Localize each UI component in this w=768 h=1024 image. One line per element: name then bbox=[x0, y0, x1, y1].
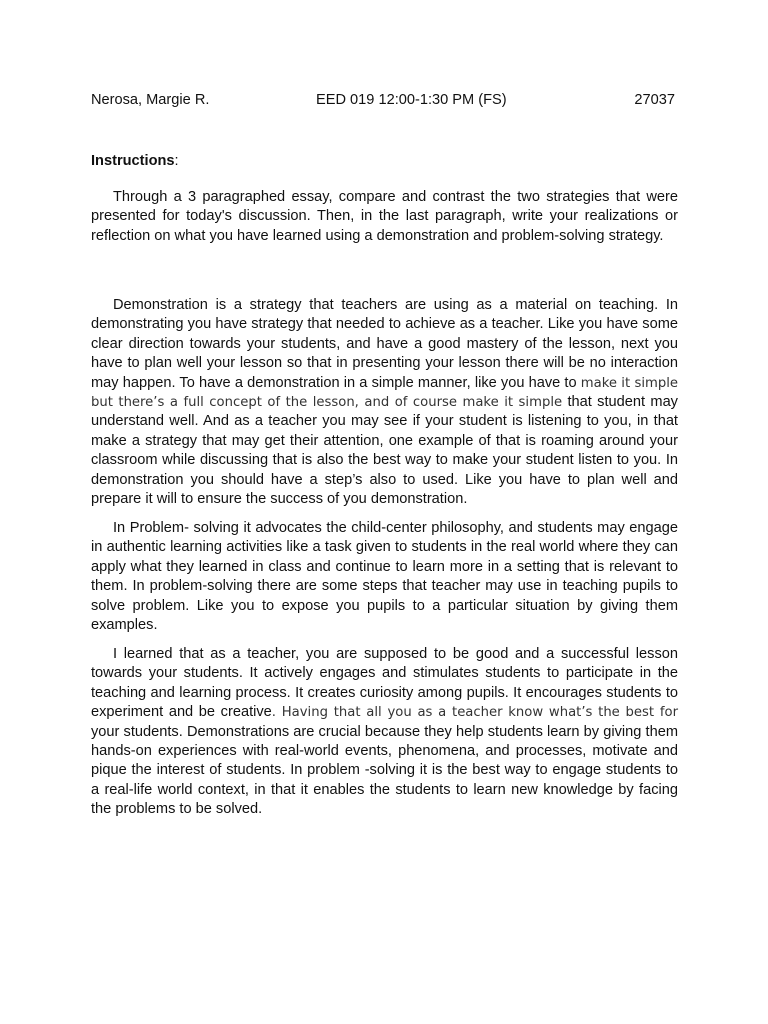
student-name: Nerosa, Margie R. bbox=[91, 92, 210, 108]
paragraph-3-text-pasted: . Having that all you as a teacher know what’s the best for bbox=[271, 705, 678, 721]
paragraph-1-text-a: Demonstration is a strategy that teachers are using as a material on teaching. In demonstrating you have strategy that needed to achieve as a teacher. Like you have some clear direction towards your students, and have a good mastery of the lesson, next you have to plan well your lesson so that in presenting your lesson there will be no interaction may happen. To have a demonstration in a simple manner, like you have to bbox=[91, 297, 678, 391]
course-code: 27037 bbox=[634, 92, 675, 108]
paragraph-3-text-b: your students. Demonstrations are crucial because they help students learn by giving them hands-on experiences with real-world events, phenomena, and processes, motivate and pique the interest of students. In problem -solving it is the best way to engage students to a real-life world context, in that it enables the students to learn new knowledge by facing the problems to be solved. bbox=[91, 723, 678, 818]
instructions-text: Through a 3 paragraphed essay, compare and contrast the two strategies that were presented for today's discussion. Then, in the last paragraph, write your realizations or reflection on what you have learned using a demonstration and problem-solving strategy. bbox=[91, 189, 678, 244]
essay-paragraph-2: In Problem- solving it advocates the child-center philosophy, and students may engage in authentic learning activities like a task given to students in the real world where they can apply what they learned in class and continue to learn more in a setting that is relevant to them. In problem-solving there are some steps that teacher may use in teaching pupils to solve problem. Like you to expose you pupils to a particular situation by giving them examples. bbox=[91, 520, 678, 634]
instructions-colon: : bbox=[174, 153, 179, 169]
instructions-label: Instructions bbox=[91, 153, 175, 169]
paragraph-1-text-pasted: make it simple but there’s a full concept of the lesson, and of course make it simple bbox=[91, 375, 678, 411]
essay-paragraph-3 bbox=[91, 645, 678, 820]
course-schedule: EED 019 12:00-1:30 PM (FS) bbox=[316, 92, 507, 108]
paragraph-3-text-a: I learned that as a teacher, you are supposed to be good and a successful lesson towards your students. It actively engages and stimulates students to participate in the teaching and learning process. It creates curiosity among pupils. It encourages students to experiment and be creative bbox=[91, 646, 678, 721]
essay-paragraph-1 bbox=[91, 296, 678, 509]
document-header bbox=[91, 92, 681, 114]
instructions-heading bbox=[91, 153, 179, 169]
paragraph-1-text-b: that student may understand well. And as a teacher you may see if your student is listening to you, in that make a strategy that may get their attention, one example of that is roaming around your classroom while discussing that is also the best way to make your student listen to you. In demonstration you should have a step’s also to used. Like you have to plan well and prepare it will to ensure the success of you demonstration. bbox=[91, 394, 678, 508]
